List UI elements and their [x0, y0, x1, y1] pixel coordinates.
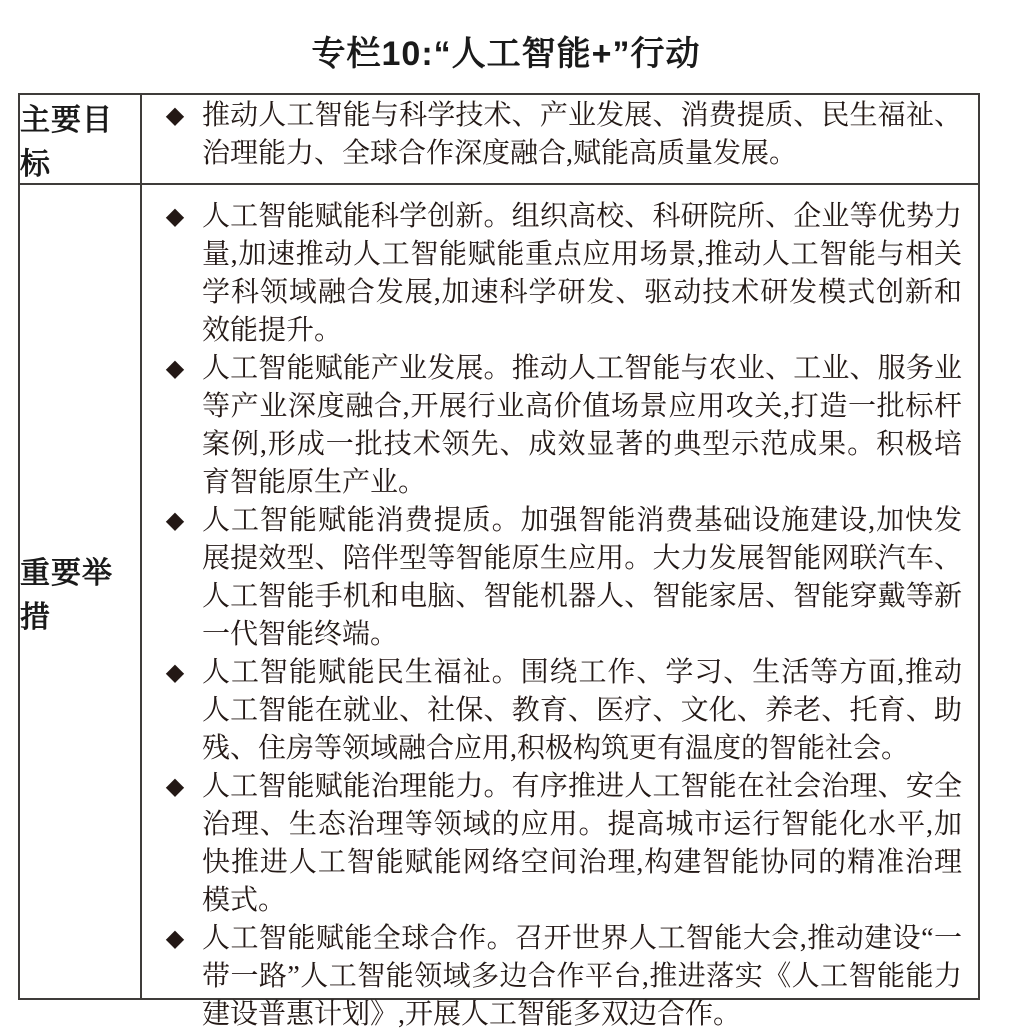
page-title: 专栏10:“人工智能+”行动 — [311, 35, 701, 73]
bullet-item-text: 人工智能赋能科学创新。组织高校、科研院所、企业等优势力量,加速推动人工智能赋能重点应用场景,推动人工智能与相关学科领域融合发展,加速科学研发、驱动技术研发模式创新和效能提升。 — [202, 201, 962, 346]
diamond-bullet-icon: ◆ — [165, 103, 185, 129]
table-row-main-goals — [20, 95, 978, 185]
bullet-item — [148, 768, 962, 920]
diamond-bullet-icon: ◆ — [165, 356, 185, 382]
policy-box-table — [18, 93, 980, 1030]
row-content-key-measures — [142, 185, 978, 1030]
row-content-main-goals — [142, 95, 978, 183]
bullet-item — [148, 198, 962, 350]
bullet-item — [148, 97, 962, 173]
diamond-bullet-icon: ◆ — [165, 926, 185, 952]
bullet-item-text: 推动人工智能与科学技术、产业发展、消费提质、民生福祉、治理能力、全球合作深度融合,赋能高质量发展。 — [202, 100, 962, 169]
bullet-item-text: 人工智能赋能消费提质。加强智能消费基础设施建设,加快发展提效型、陪伴型等智能原生应用。大力发展智能网联汽车、人工智能手机和电脑、智能机器人、智能家居、智能穿戴等新一代智能终端。 — [202, 505, 962, 650]
bullet-item — [148, 350, 962, 502]
diamond-bullet-icon: ◆ — [165, 508, 185, 534]
row-label-key-measures: 重要举措 — [20, 185, 142, 998]
bullet-item-text: 人工智能赋能治理能力。有序推进人工智能在社会治理、安全治理、生态治理等领域的应用。提高城市运行智能化水平,加快推进人工智能赋能网络空间治理,构建智能协同的精准治理模式。 — [202, 771, 962, 916]
bullet-item-text: 人工智能赋能民生福祉。围绕工作、学习、生活等方面,推动人工智能在就业、社保、教育、医疗、文化、养老、托育、助残、住房等领域融合应用,积极构筑更有温度的智能社会。 — [202, 657, 962, 764]
row-label-main-goals: 主要目标 — [20, 95, 142, 183]
bullet-item-text: 人工智能赋能全球合作。召开世界人工智能大会,推动建设“一带一路”人工智能领域多边合作平台,推进落实《人工智能能力建设普惠计划》,开展人工智能多双边合作。 — [202, 923, 962, 1030]
table-row-key-measures — [20, 185, 978, 1030]
bullet-item — [148, 654, 962, 768]
bullet-item-text: 人工智能赋能产业发展。推动人工智能与农业、工业、服务业等产业深度融合,开展行业高价值场景应用攻关,打造一批标杆案例,形成一批技术领先、成效显著的典型示范成果。积极培育智能原生产业。 — [202, 353, 962, 498]
bullet-item — [148, 920, 962, 1034]
diamond-bullet-icon: ◆ — [165, 204, 185, 230]
diamond-bullet-icon: ◆ — [165, 774, 185, 800]
diamond-bullet-icon: ◆ — [165, 660, 185, 686]
bullet-item — [148, 502, 962, 654]
